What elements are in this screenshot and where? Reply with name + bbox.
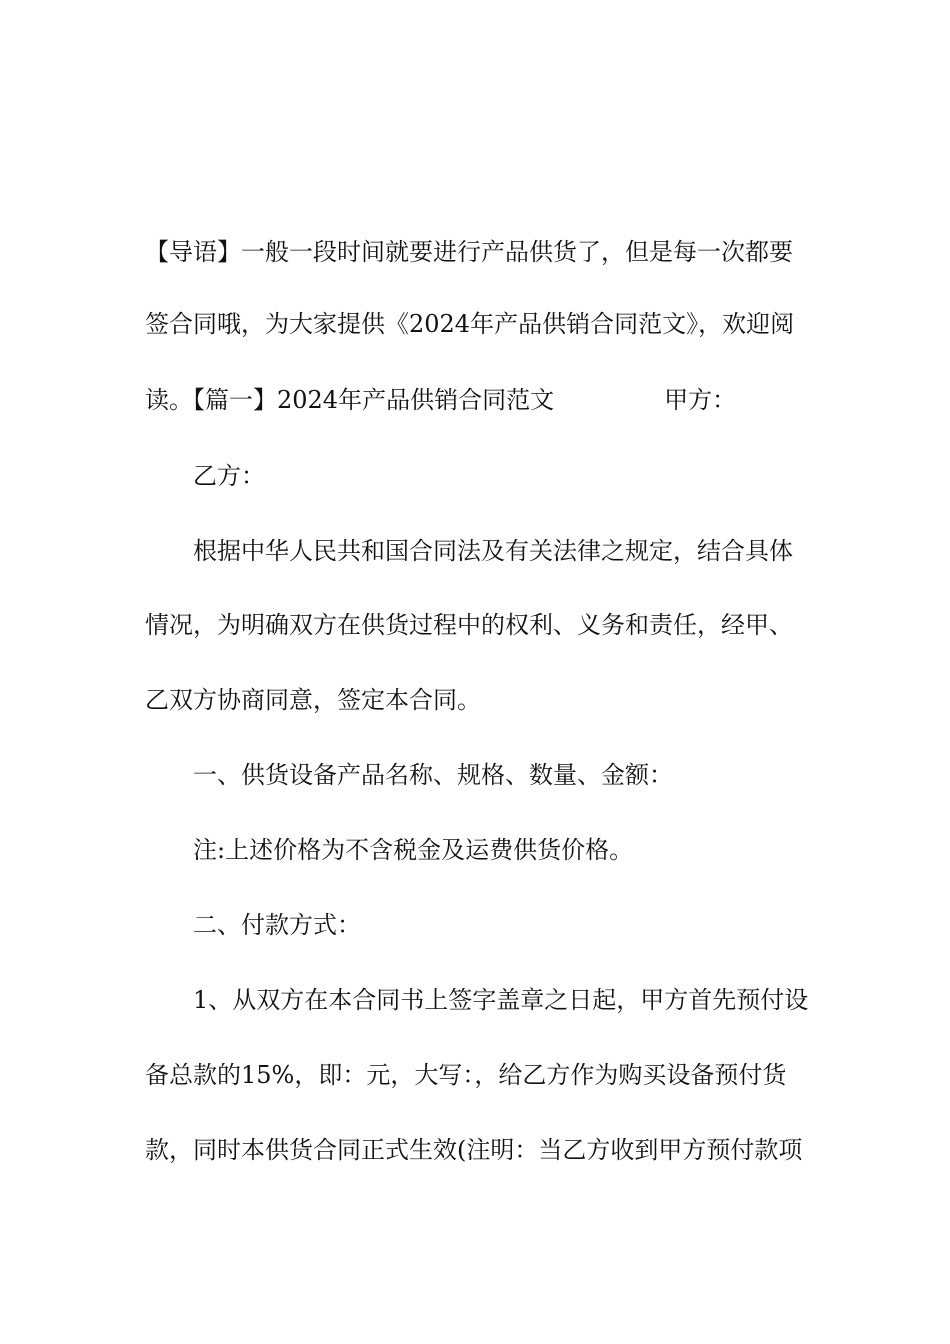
item1-line-1: 1、从双方在本合同书上签字盖章之日起，甲方首先预付设 [193, 986, 809, 1014]
section-2-heading: 二、付款方式： [193, 911, 361, 939]
para1-line-1: 根据中华人民共和国合同法及有关法律之规定，结合具体 [193, 537, 793, 565]
party-a-label: 甲方： [664, 386, 737, 414]
party-b-label: 乙方： [193, 462, 265, 490]
price-note: 注:上述价格为不含税金及运费供货价格。 [193, 836, 634, 864]
intro-line-1: 【导语】一般一段时间就要进行产品供货了，但是每一次都要 [145, 238, 793, 266]
section-1-heading: 一、供货设备产品名称、规格、数量、金额： [193, 761, 673, 789]
intro-line-3 [145, 384, 810, 416]
item1-line-2: 备总款的15%，即：元，大写：，给乙方作为购买设备预付货 [145, 1061, 787, 1089]
intro-line-3-title: 读。【篇一】2024年产品供销合同范文 [145, 386, 555, 414]
para1-line-2: 情况，为明确双方在供货过程中的权利、义务和责任，经甲、 [145, 611, 793, 639]
item1-line-3: 款，同时本供货合同正式生效(注明：当乙方收到甲方预付款项 [145, 1136, 803, 1164]
intro-line-2: 签合同哦，为大家提供《2024年产品供销合同范文》，欢迎阅 [145, 310, 795, 338]
para1-line-3: 乙双方协商同意，签定本合同。 [145, 686, 481, 714]
